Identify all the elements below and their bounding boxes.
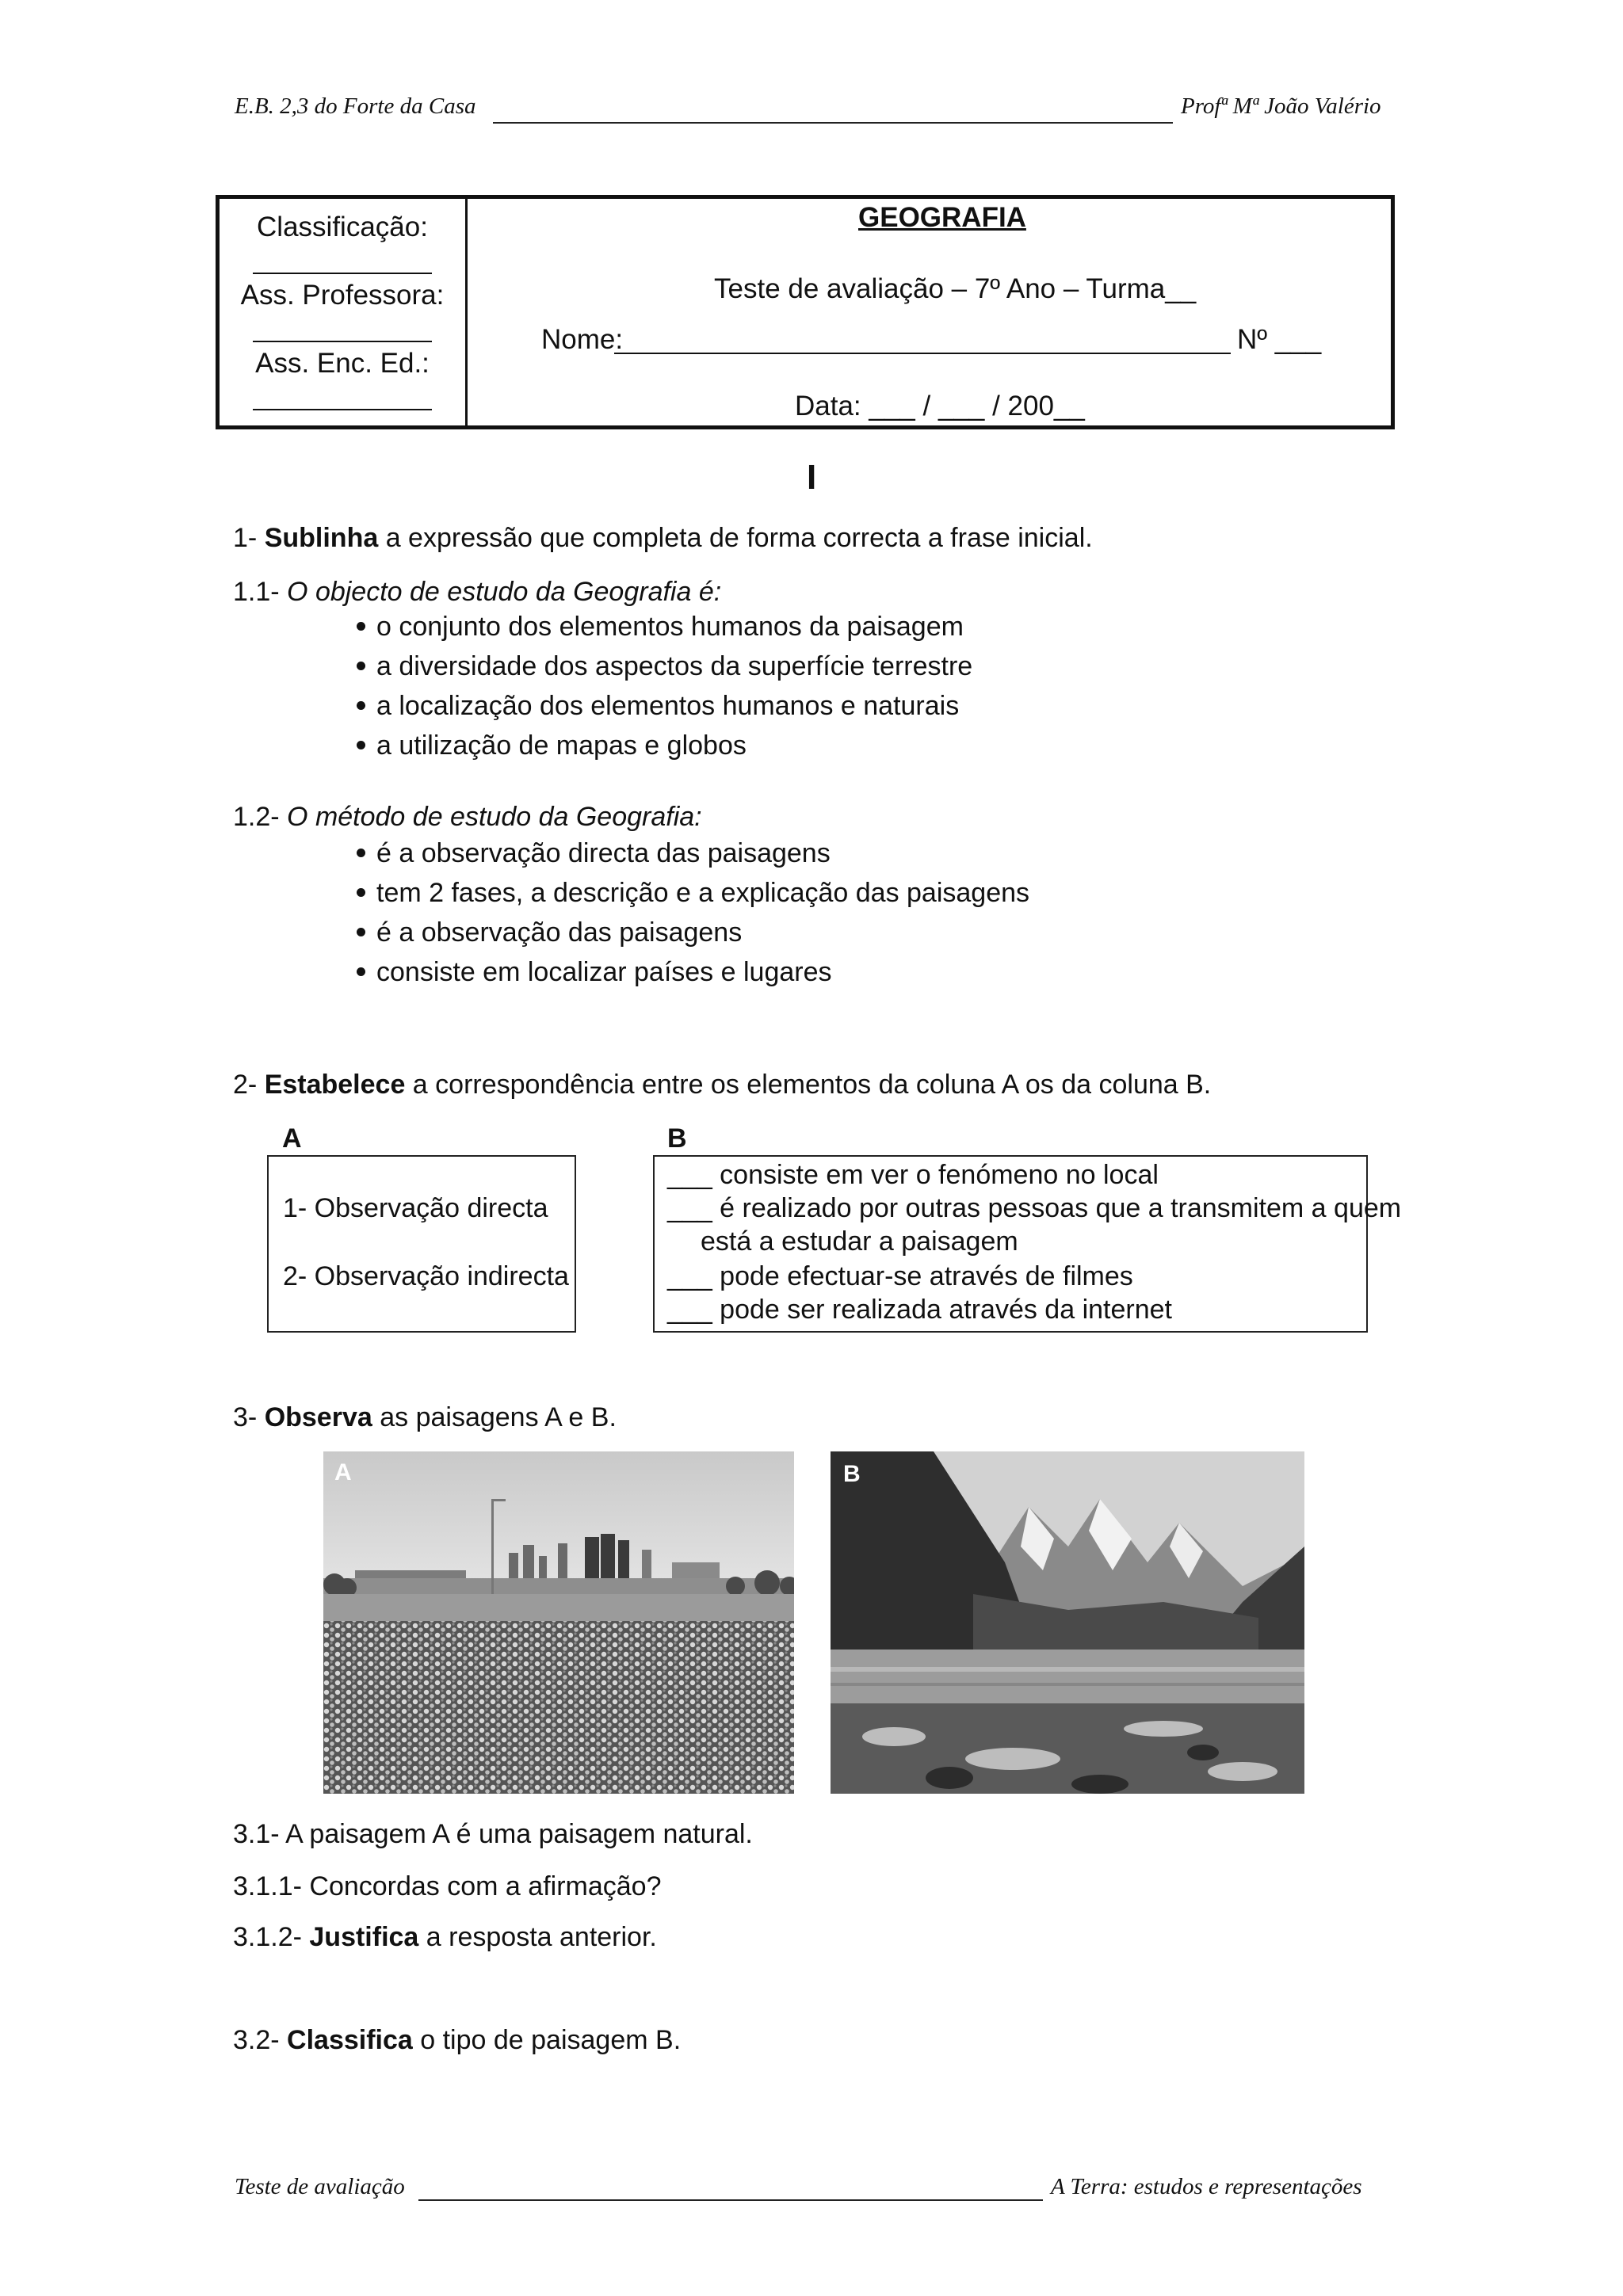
q1-2-option[interactable]: é a observação directa das paisagens [357, 838, 831, 869]
q2-number: 2- [233, 1070, 265, 1100]
bullet-icon [357, 967, 365, 976]
column-b-item[interactable]: ___ pode efectuar-se através de filmes [667, 1261, 1133, 1291]
landscape-photo-b [831, 1451, 1304, 1794]
q1-text: a expressão que completa de forma correcta a frase inicial. [378, 523, 1093, 553]
q1-number: 1- [233, 523, 265, 553]
column-b-item-continuation: está a estudar a paisagem [701, 1226, 1018, 1257]
teacher-signature-line[interactable] [253, 341, 432, 342]
q3-number: 3- [233, 1402, 265, 1432]
column-b-item[interactable]: ___ consiste em ver o fenómeno no local [667, 1160, 1159, 1190]
q1-2-option[interactable]: tem 2 fases, a descrição e a explicação das paisagens [357, 878, 1029, 909]
bullet-icon [357, 741, 365, 749]
q1-2-option[interactable]: é a observação das paisagens [357, 917, 742, 948]
identification-box [216, 195, 1395, 429]
q1-verb: Sublinha [264, 523, 379, 553]
bullet-icon [357, 849, 365, 857]
bullet-icon [357, 622, 365, 631]
bullet-icon [357, 701, 365, 710]
q1-1-option[interactable]: a diversidade dos aspectos da superfície terrestre [357, 651, 972, 682]
bullet-icon [357, 888, 365, 897]
section-numeral: I [807, 458, 817, 497]
question-1 [233, 523, 1093, 554]
q3-2-text: o tipo de paisagem B. [412, 2025, 682, 2055]
q3-2-number: 3.2- [233, 2025, 288, 2055]
bullet-icon [357, 662, 365, 670]
question-3-1-1: 3.1.1- Concordas com a afirmação? [233, 1871, 662, 1901]
question-3-1-2 [233, 1922, 657, 1953]
column-b-title: B [667, 1123, 687, 1154]
q1-2-stem: O método de estudo da Geografia: [287, 802, 702, 832]
q1-1-option[interactable]: a utilização de mapas e globos [357, 730, 747, 761]
column-a-item: 1- Observação directa [283, 1193, 548, 1223]
q3-1-2-verb: Justifica [309, 1922, 419, 1952]
name-label: Nome: [541, 324, 624, 355]
question-1-2 [233, 802, 702, 833]
question-2 [233, 1070, 1211, 1100]
photo-a-label: A [334, 1459, 352, 1486]
question-3 [233, 1402, 617, 1433]
date-field[interactable]: Data: ___ / ___ / 200__ [795, 391, 1085, 421]
q3-2-verb: Classifica [287, 2025, 413, 2055]
guardian-signature-line[interactable] [253, 409, 432, 410]
question-1-1 [233, 577, 721, 608]
name-field-line[interactable] [614, 353, 1231, 354]
header-rule [493, 122, 1173, 124]
question-3-1: 3.1- A paisagem A é uma paisagem natural. [233, 1819, 753, 1849]
header-teacher: Profª Mª João Valério [1181, 93, 1381, 119]
q3-text: as paisagens A e B. [372, 1402, 617, 1432]
q2-text: a correspondência entre os elementos da coluna A os da coluna B. [405, 1070, 1212, 1100]
q1-1-stem: O objecto de estudo da Geografia é: [287, 577, 722, 607]
q1-2-option[interactable]: consiste em localizar países e lugares [357, 957, 832, 988]
subject-title: GEOGRAFIA [858, 202, 1026, 233]
q1-2-number: 1.2- [233, 802, 288, 832]
number-field[interactable]: Nº ___ [1237, 324, 1322, 355]
column-b-item[interactable]: ___ pode ser realizada através da internet [667, 1295, 1172, 1325]
landscape-b-illustration [831, 1451, 1304, 1794]
column-a-item: 2- Observação indirecta [283, 1261, 569, 1291]
q1-1-number: 1.1- [233, 577, 288, 607]
q3-1-2-text: a resposta anterior. [418, 1922, 657, 1952]
q3-verb: Observa [264, 1402, 372, 1432]
photo-b-label: B [843, 1461, 861, 1487]
footer-rule [418, 2199, 1043, 2201]
test-title: Teste de avaliação – 7º Ano – Turma__ [714, 273, 1197, 304]
q1-1-option[interactable]: a localização dos elementos humanos e naturais [357, 691, 959, 722]
guardian-signature-label: Ass. Enc. Ed.: [255, 348, 430, 379]
column-a-title: A [282, 1123, 302, 1154]
footer-right: A Terra: estudos e representações [1051, 2174, 1362, 2199]
column-a-box [267, 1155, 576, 1333]
classification-label: Classificação: [257, 212, 428, 242]
q1-1-option[interactable]: o conjunto dos elementos humanos da paisagem [357, 612, 964, 643]
landscape-photo-a [323, 1451, 794, 1794]
footer-left: Teste de avaliação [235, 2174, 405, 2199]
header-school: E.B. 2,3 do Forte da Casa [235, 93, 476, 119]
landscape-a-illustration [323, 1451, 794, 1794]
classification-line[interactable] [253, 273, 432, 274]
q3-1-2-number: 3.1.2- [233, 1922, 310, 1952]
bullet-icon [357, 928, 365, 936]
column-b-item[interactable]: ___ é realizado por outras pessoas que a transmitem a quem [667, 1193, 1402, 1223]
q2-verb: Estabelece [264, 1070, 406, 1100]
teacher-signature-label: Ass. Professora: [240, 280, 445, 311]
box-divider [465, 199, 468, 425]
question-3-2 [233, 2025, 681, 2056]
